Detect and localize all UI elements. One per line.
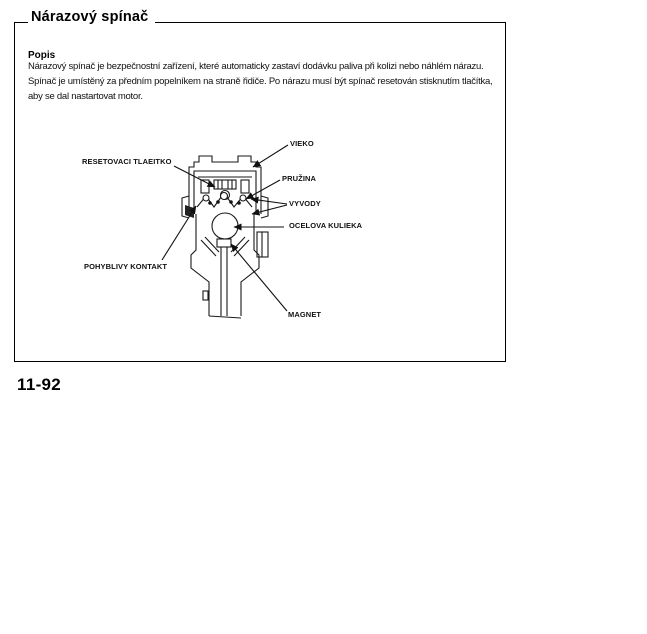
magnet-block <box>217 239 231 247</box>
contact-bead <box>203 195 209 201</box>
label-ocelova-kulicka: OCELOVA KULIEKA <box>289 221 363 230</box>
body-left-outline <box>191 214 209 316</box>
page-number: 11-92 <box>17 375 62 394</box>
label-magnet: MAGNET <box>288 310 322 319</box>
description-heading: Popis <box>28 50 56 61</box>
contact-bead <box>221 193 228 200</box>
label-pohyblivy-kontakt: POHYBLIVY KONTAKT <box>84 262 168 271</box>
label-resetovaci-tlacitko: RESETOVACI TLAEITKO <box>82 157 172 166</box>
label-pruzina: PRUŽINA <box>282 174 317 183</box>
steel-ball <box>212 213 238 239</box>
reset-button-right-block <box>241 180 249 193</box>
contact-dot <box>229 200 233 204</box>
contact-dot <box>237 201 241 205</box>
leader-vyvody-lower <box>252 205 287 214</box>
description-line: aby se dal nastartovat motor. <box>28 91 143 102</box>
reset-button-comb <box>218 180 232 189</box>
right-ear <box>261 196 268 218</box>
center-rod <box>221 247 227 316</box>
body-right-outline <box>241 214 259 316</box>
label-vieko: VIEKO <box>290 139 314 148</box>
leader-magnet <box>231 244 287 311</box>
reset-button-center-block <box>214 180 236 189</box>
stem-detent <box>203 291 208 300</box>
description-line: Nárazový spínač je bezpečnostní zařízení, které automaticky zastaví dodávku paliva při kolizi nebo náhlém nárazu. <box>28 61 484 72</box>
label-vyvody: VYVODY <box>289 199 321 208</box>
leader-vieko <box>253 145 288 167</box>
contact-dot <box>208 201 212 205</box>
body-bottom-edge <box>209 316 241 318</box>
leader-pohyblivy-kontakt <box>162 206 196 260</box>
contact-bead <box>240 195 246 201</box>
contact-dot <box>216 200 220 204</box>
description-line: Spínač je umístěný za předním popelníkem na straně řidiče. Po nárazu musí být spínač resetován stisknutím tlačítka, <box>28 76 493 87</box>
page-title: Nárazový spínač <box>28 9 155 25</box>
